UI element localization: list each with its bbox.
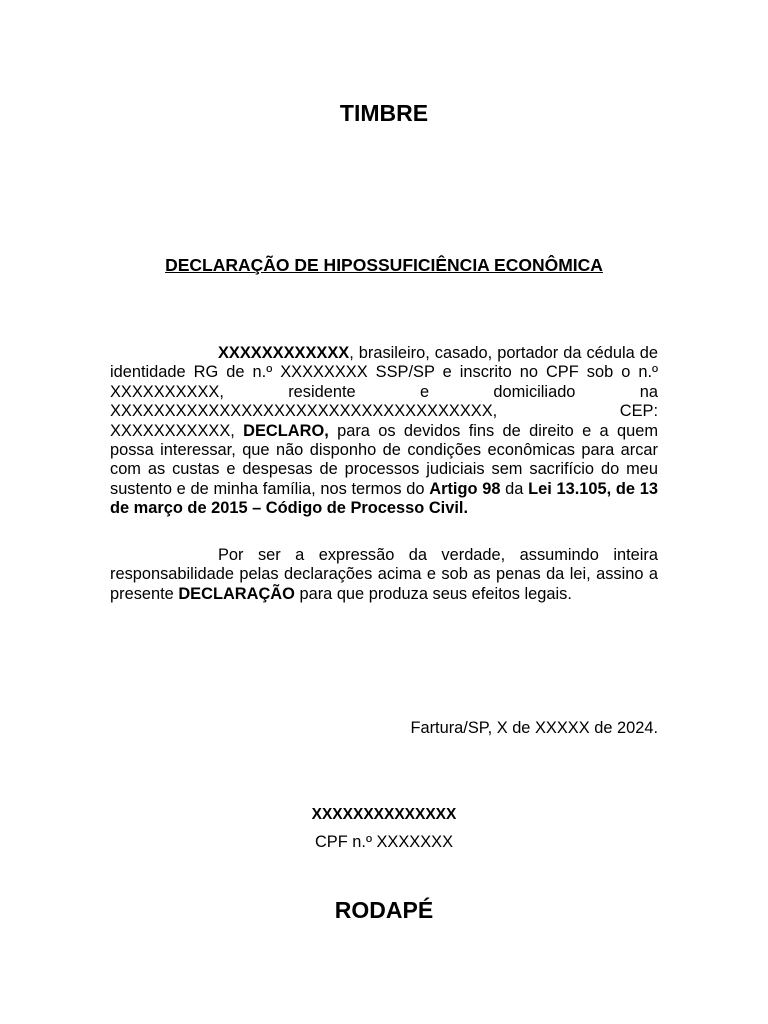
declarant-name: XXXXXXXXXXXX (218, 344, 350, 362)
footer-title: RODAPÉ (334, 897, 434, 923)
declarant-details: , brasileiro, casado, portador da cédula de identidade RG de n.º XXXXXXXX SSP/SP e inscrito no CPF sob o n.º XXXXXXXXXX, residente e domiciliado na XXXXXXXXXXXXXXXXXXXXXXXXXXXXXXXXXXX, CEP: XXXXXXXXXXX, (110, 344, 658, 440)
closing-paragraph (110, 546, 658, 604)
declaration-paragraph (110, 344, 658, 519)
letterhead-title: TIMBRE (339, 100, 429, 126)
signatory-name: XXXXXXXXXXXXXX (311, 806, 457, 823)
signatory-cpf: CPF n.º XXXXXXX (314, 833, 454, 851)
article-reference: Artigo 98 (429, 479, 501, 498)
declaro-keyword: DECLARO, (243, 421, 329, 440)
declaration-statement: para os devidos fins de direito e a quem possa interessar, que não disponho de condições econômicas para arcar com as custas e despesas de processos judiciais sem sacrifício do meu sustento e de minha família, nos termos do (110, 421, 658, 498)
closing-text-start: Por ser a expressão da verdade, assumindo inteira responsabilidade pelas declarações acima e sob as penas da lei, assino a presente (110, 546, 658, 603)
declaracao-keyword: DECLARAÇÃO (178, 584, 295, 603)
place-date-line: Fartura/SP, X de XXXXX de 2024. (410, 719, 658, 737)
connector-text: da (500, 479, 529, 498)
closing-text-end: para que produza seus efeitos legais. (294, 584, 572, 603)
document-title: DECLARAÇÃO DE HIPOSSUFICIÊNCIA ECONÔMICA (165, 255, 603, 275)
law-reference: Lei 13.105, de 13 de março de 2015 – Código de Processo Civil. (110, 479, 658, 518)
